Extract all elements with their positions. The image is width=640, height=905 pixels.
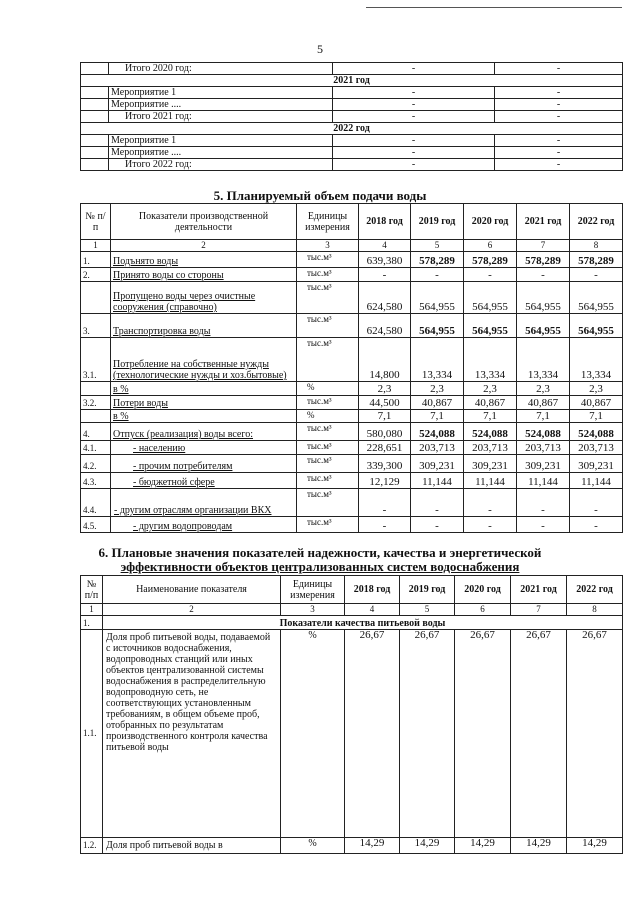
row-value: 309,231 — [570, 455, 623, 473]
group-row — [81, 616, 623, 630]
row-number: 4.5. — [81, 517, 111, 533]
row-value: 13,334 — [570, 338, 623, 382]
row-value: - — [570, 489, 623, 517]
data-row — [81, 252, 623, 268]
data-row — [81, 396, 623, 410]
event-label: Мероприятие .... — [109, 99, 333, 111]
row-value: 203,713 — [464, 441, 517, 455]
section6-title-line2: эффективности объектов централизованных систем водоснабжения — [120, 559, 520, 574]
column-number: 1 — [81, 604, 103, 616]
row-number: 3. — [81, 314, 111, 338]
row-label: Доля проб питьевой воды, подаваемой с источников водоснабжения, водопроводных станций или иных объектов централизованной системы водоснабжения в распределительную водопроводную сеть, не соответствующих установленным требованиям, в общем объеме проб, отобранных по результатам производственного контроля качества питьевой воды — [103, 630, 281, 838]
row-value: 7,1 — [464, 410, 517, 423]
row-number — [81, 382, 111, 396]
data-row — [81, 838, 623, 854]
column-number: 6 — [464, 240, 517, 252]
row-value: 203,713 — [411, 441, 464, 455]
data-row — [81, 423, 623, 441]
event-value: - — [333, 99, 495, 111]
data-row — [81, 473, 623, 489]
row-label: Подънято воды — [111, 252, 297, 268]
row-value: 11,144 — [517, 473, 570, 489]
row-value: - — [359, 489, 411, 517]
row-unit: тыс.м³ — [297, 473, 359, 489]
row-value: 228,651 — [359, 441, 411, 455]
event-value: - — [333, 111, 495, 123]
row-number: 2. — [81, 268, 111, 282]
row-value: - — [570, 268, 623, 282]
row-number: 3.2. — [81, 396, 111, 410]
row-unit: % — [281, 838, 345, 854]
row-unit: тыс.м³ — [297, 396, 359, 410]
row-value: 564,955 — [570, 314, 623, 338]
event-label: Итого 2021 год: — [109, 111, 333, 123]
event-value: - — [333, 147, 495, 159]
event-label: Мероприятие .... — [109, 147, 333, 159]
event-value: - — [495, 63, 623, 75]
data-row — [81, 338, 623, 382]
row-value: 639,380 — [359, 252, 411, 268]
row-value: 564,955 — [517, 314, 570, 338]
column-number: 8 — [567, 604, 623, 616]
data-row — [81, 489, 623, 517]
header-cell: Показатели производственной деятельности — [111, 204, 297, 240]
row-value: - — [517, 517, 570, 533]
column-number: 2 — [111, 240, 297, 252]
column-number: 3 — [281, 604, 345, 616]
data-row — [81, 314, 623, 338]
row-unit: тыс.м³ — [297, 455, 359, 473]
event-num-cell — [81, 87, 109, 99]
row-value: 339,300 — [359, 455, 411, 473]
row-value: 2,3 — [570, 382, 623, 396]
row-value: 624,580 — [359, 282, 411, 314]
row-value: 13,334 — [517, 338, 570, 382]
column-number: 5 — [411, 240, 464, 252]
row-value: 7,1 — [359, 410, 411, 423]
row-value: 40,867 — [570, 396, 623, 410]
data-row — [81, 441, 623, 455]
row-value: - — [464, 268, 517, 282]
row-value: 524,088 — [570, 423, 623, 441]
events-table — [80, 62, 623, 171]
row-label: - другим водопроводам — [111, 517, 297, 533]
event-row — [81, 159, 623, 171]
row-unit: % — [297, 382, 359, 396]
event-num-cell — [81, 159, 109, 171]
row-value: 524,088 — [464, 423, 517, 441]
row-value: 524,088 — [411, 423, 464, 441]
header-row — [81, 204, 623, 240]
row-label: - другим отраслям организации ВКХ — [111, 489, 297, 517]
row-value: 40,867 — [464, 396, 517, 410]
row-value: 564,955 — [464, 282, 517, 314]
row-value: 564,955 — [411, 314, 464, 338]
row-number: 4. — [81, 423, 111, 441]
data-row — [81, 382, 623, 396]
row-value: 524,088 — [517, 423, 570, 441]
row-value: - — [359, 268, 411, 282]
row-label: Пропущено воды через очистные сооружения (справочно) — [111, 282, 297, 314]
column-number-row — [81, 604, 623, 616]
section6-title-line1: 6. Плановые значения показателей надежности, качества и энергетической — [98, 545, 542, 560]
event-row — [81, 147, 623, 159]
event-row — [81, 111, 623, 123]
header-cell: 2018 год — [359, 204, 411, 240]
row-value: 11,144 — [464, 473, 517, 489]
event-row — [81, 87, 623, 99]
row-value: 11,144 — [411, 473, 464, 489]
header-cell: 2020 год — [464, 204, 517, 240]
column-number: 7 — [511, 604, 567, 616]
data-row — [81, 410, 623, 423]
row-value: - — [464, 517, 517, 533]
row-value: 14,29 — [345, 838, 400, 854]
event-value: - — [495, 147, 623, 159]
row-unit: тыс.м³ — [297, 338, 359, 382]
column-number: 8 — [570, 240, 623, 252]
row-value: 7,1 — [570, 410, 623, 423]
event-label: Итого 2020 год: — [109, 63, 333, 75]
row-value: - — [411, 517, 464, 533]
row-value: 309,231 — [464, 455, 517, 473]
header-cell: 2021 год — [511, 576, 567, 604]
row-value: 26,67 — [455, 630, 511, 838]
row-value: 578,289 — [570, 252, 623, 268]
row-number: 4.4. — [81, 489, 111, 517]
event-value: - — [495, 87, 623, 99]
row-unit: % — [281, 630, 345, 838]
row-label: в % — [111, 410, 297, 423]
row-value: - — [464, 489, 517, 517]
row-label: Транспортировка воды — [111, 314, 297, 338]
event-num-cell — [81, 135, 109, 147]
row-number: 3.1. — [81, 338, 111, 382]
event-label: Мероприятие 1 — [109, 135, 333, 147]
column-number: 3 — [297, 240, 359, 252]
header-cell: № п/п — [81, 576, 103, 604]
top-rule — [366, 7, 622, 8]
row-unit: тыс.м³ — [297, 441, 359, 455]
row-value: 580,080 — [359, 423, 411, 441]
column-number: 1 — [81, 240, 111, 252]
row-label: - населению — [111, 441, 297, 455]
row-value: - — [411, 489, 464, 517]
data-row — [81, 455, 623, 473]
row-unit: тыс.м³ — [297, 489, 359, 517]
year-label: 2022 год — [81, 123, 623, 135]
row-value: 564,955 — [411, 282, 464, 314]
row-unit: тыс.м³ — [297, 282, 359, 314]
row-value: 11,144 — [570, 473, 623, 489]
row-value: - — [570, 517, 623, 533]
event-value: - — [333, 63, 495, 75]
event-value: - — [495, 159, 623, 171]
row-value: 2,3 — [359, 382, 411, 396]
column-number: 6 — [455, 604, 511, 616]
row-value: 26,67 — [511, 630, 567, 838]
row-value: 203,713 — [517, 441, 570, 455]
header-cell: 2022 год — [567, 576, 623, 604]
header-cell: 2022 год — [570, 204, 623, 240]
year-row — [81, 123, 623, 135]
event-label: Итого 2022 год: — [109, 159, 333, 171]
header-cell: Единицы измерения — [281, 576, 345, 604]
row-value: 564,955 — [517, 282, 570, 314]
row-value: 624,580 — [359, 314, 411, 338]
row-value: 13,334 — [464, 338, 517, 382]
event-num-cell — [81, 147, 109, 159]
row-label: Потребление на собственные нужды (технологические нужды и хоз.бытовые) — [111, 338, 297, 382]
row-value: 7,1 — [411, 410, 464, 423]
row-value: 2,3 — [517, 382, 570, 396]
column-number: 7 — [517, 240, 570, 252]
row-number: 1.1. — [81, 630, 103, 838]
row-unit: тыс.м³ — [297, 314, 359, 338]
row-label: Принято воды со стороны — [111, 268, 297, 282]
quality-indicators-table — [80, 575, 623, 854]
row-value: 13,334 — [411, 338, 464, 382]
row-number: 1.2. — [81, 838, 103, 854]
event-num-cell — [81, 63, 109, 75]
row-value: 26,67 — [567, 630, 623, 838]
row-label: в % — [111, 382, 297, 396]
page-number: 5 — [317, 42, 323, 56]
group-label: Показатели качества питьевой воды — [103, 616, 623, 630]
row-value: - — [517, 268, 570, 282]
row-value: 26,67 — [345, 630, 400, 838]
header-cell: 2019 год — [400, 576, 455, 604]
data-row — [81, 282, 623, 314]
row-unit: % — [297, 410, 359, 423]
event-value: - — [333, 87, 495, 99]
event-value: - — [495, 99, 623, 111]
row-value: - — [517, 489, 570, 517]
column-number: 5 — [400, 604, 455, 616]
data-row — [81, 268, 623, 282]
row-value: 203,713 — [570, 441, 623, 455]
row-label: - прочим потребителям — [111, 455, 297, 473]
row-value: 14,29 — [511, 838, 567, 854]
event-value: - — [333, 159, 495, 171]
row-label: Отпуск (реализация) воды всего: — [111, 423, 297, 441]
row-value: 40,867 — [411, 396, 464, 410]
row-unit: тыс.м³ — [297, 423, 359, 441]
row-value: 309,231 — [517, 455, 570, 473]
event-label: Мероприятие 1 — [109, 87, 333, 99]
row-value: 44,500 — [359, 396, 411, 410]
row-value: 14,29 — [567, 838, 623, 854]
row-value: 2,3 — [464, 382, 517, 396]
row-label: Доля проб питьевой воды в — [103, 838, 281, 854]
column-number-row — [81, 240, 623, 252]
row-value: 578,289 — [411, 252, 464, 268]
row-value: 578,289 — [517, 252, 570, 268]
event-value: - — [495, 135, 623, 147]
column-number: 4 — [345, 604, 400, 616]
row-number: 4.2. — [81, 455, 111, 473]
row-number: 4.1. — [81, 441, 111, 455]
section5-title: 5. Планируемый объем подачи воды — [213, 188, 427, 203]
row-unit: тыс.м³ — [297, 252, 359, 268]
event-row — [81, 99, 623, 111]
data-row — [81, 517, 623, 533]
row-value: 26,67 — [400, 630, 455, 838]
column-number: 2 — [103, 604, 281, 616]
year-row — [81, 75, 623, 87]
year-label: 2021 год — [81, 75, 623, 87]
row-label: - бюджетной сфере — [111, 473, 297, 489]
row-value: 40,867 — [517, 396, 570, 410]
event-row — [81, 135, 623, 147]
row-value: 7,1 — [517, 410, 570, 423]
row-number — [81, 410, 111, 423]
row-number — [81, 282, 111, 314]
row-value: - — [359, 517, 411, 533]
water-supply-table — [80, 203, 623, 533]
row-value: 14,29 — [455, 838, 511, 854]
row-value: 12,129 — [359, 473, 411, 489]
event-num-cell — [81, 99, 109, 111]
row-value: 309,231 — [411, 455, 464, 473]
row-value: 564,955 — [570, 282, 623, 314]
row-value: - — [411, 268, 464, 282]
header-cell: 2018 год — [345, 576, 400, 604]
header-cell: 2020 год — [455, 576, 511, 604]
row-value: 14,800 — [359, 338, 411, 382]
event-value: - — [495, 111, 623, 123]
row-label: Потери воды — [111, 396, 297, 410]
event-num-cell — [81, 111, 109, 123]
event-value: - — [333, 135, 495, 147]
row-number: 1. — [81, 252, 111, 268]
event-row — [81, 63, 623, 75]
header-cell: Наименование показателя — [103, 576, 281, 604]
header-row — [81, 576, 623, 604]
group-number: 1. — [81, 616, 103, 630]
row-value: 2,3 — [411, 382, 464, 396]
row-unit: тыс.м³ — [297, 268, 359, 282]
data-row — [81, 630, 623, 838]
header-cell: 2019 год — [411, 204, 464, 240]
row-value: 14,29 — [400, 838, 455, 854]
row-unit: тыс.м³ — [297, 517, 359, 533]
row-value: 564,955 — [464, 314, 517, 338]
header-cell: 2021 год — [517, 204, 570, 240]
header-cell: Единицы измерения — [297, 204, 359, 240]
row-number: 4.3. — [81, 473, 111, 489]
header-cell: № п/п — [81, 204, 111, 240]
column-number: 4 — [359, 240, 411, 252]
row-value: 578,289 — [464, 252, 517, 268]
